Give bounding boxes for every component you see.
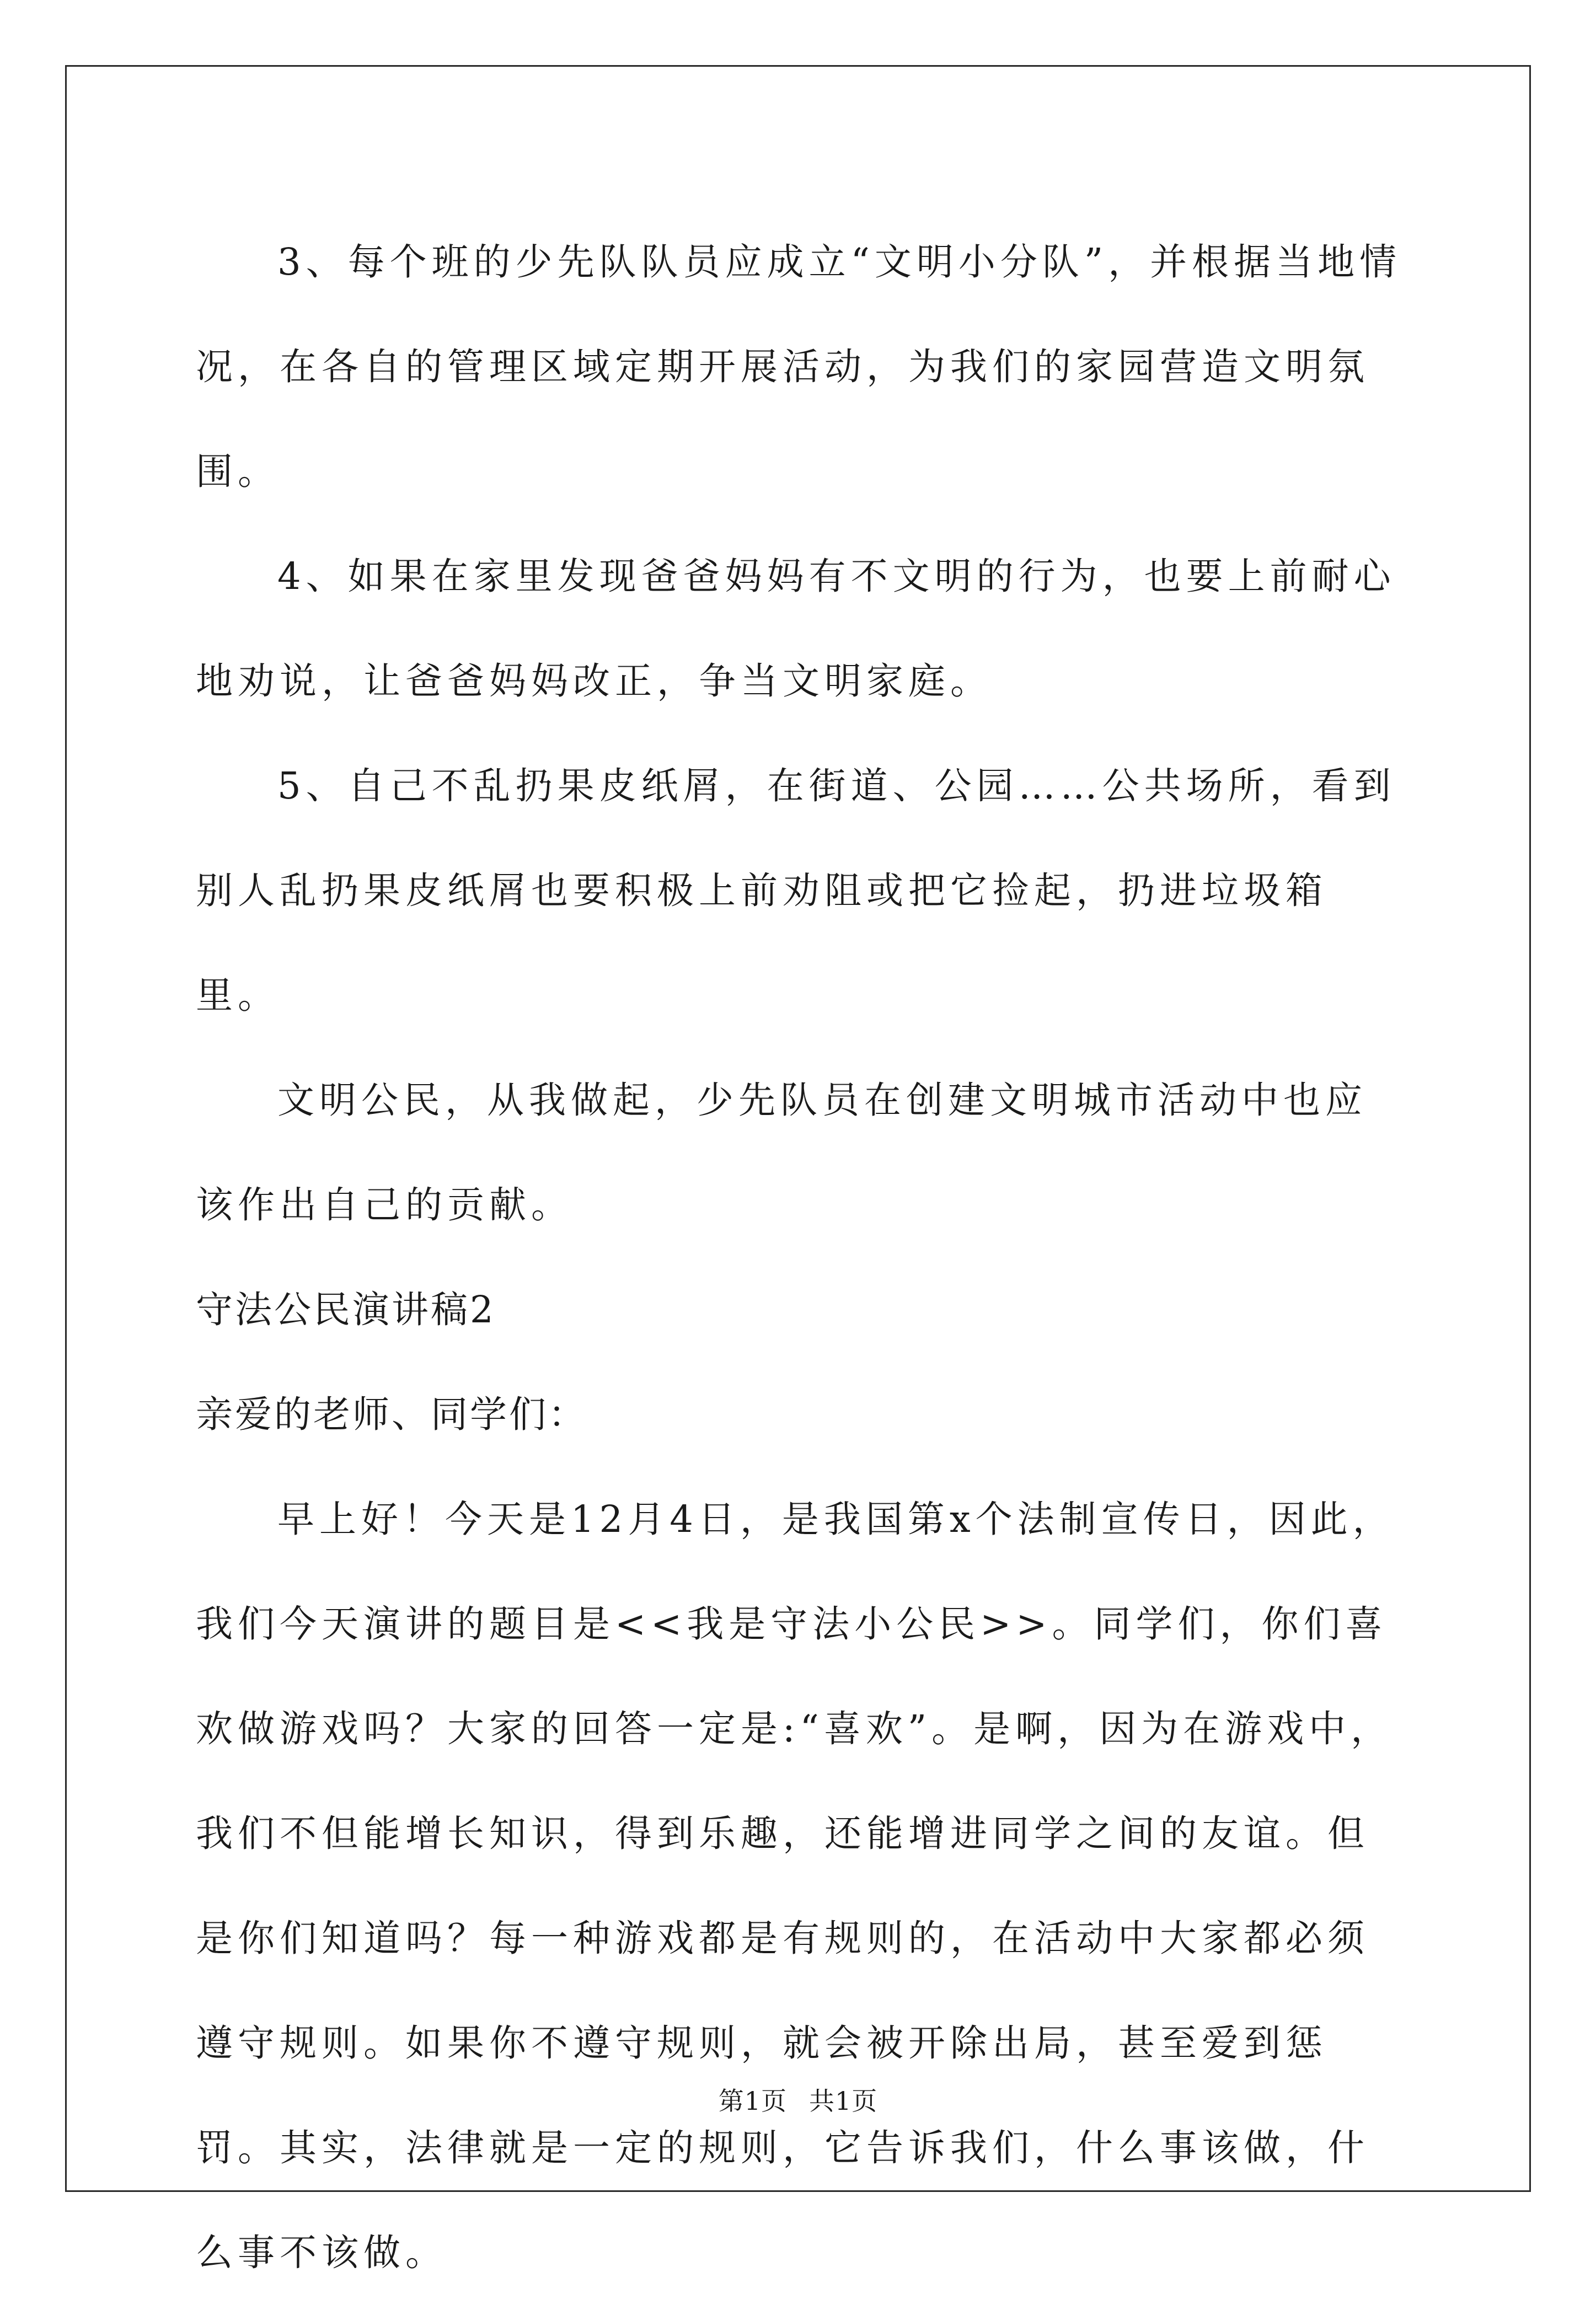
page-total: 共1页 (809, 2086, 878, 2116)
paragraph-item-3: 3、每个班的少先队队员应成立“文明小分队”，并根据当地情况，在各自的管理区域定期开展活动，为我们的家园营造文明氛围。 (196, 240, 1402, 493)
paragraph-item-5: 5、自己不乱扔果皮纸屑，在街道、公园……公共场所，看到别人乱扔果皮纸屑也要积极上前劝阻或把它捡起，扔进垃圾箱里。 (196, 764, 1396, 1017)
salutation: 亲爱的老师、同学们： (196, 1393, 587, 1436)
page-number: 第1页 (718, 2086, 787, 2116)
paragraph-speech-body: 早上好！今天是12月4日，是我国第x个法制宣传日，因此，我们今天演讲的题目是<<我是守法小公民>>。同学们，你们喜欢做游戏吗？大家的回答一定是:“喜欢”。是啊，因为在游戏中，我们不但能增长知识，得到乐趣，还能增进同学之间的友谊。但是你们知道吗？每一种游戏都是有规则的，在活动中大家都必须遵守规则。如果你不遵守规则，就会被开除出局，甚至爱到惩罚。其实，法律就是一定的规则，它告诉我们，什么事该做，什么事不该做。 (196, 1498, 1395, 2274)
section-title: 守法公民演讲稿2 (196, 1288, 496, 1331)
paragraph-conclusion: 文明公民，从我做起，少先队员在创建文明城市活动中也应该作出自己的贡献。 (196, 1079, 1367, 1226)
paragraph-item-4: 4、如果在家里发现爸爸妈妈有不文明的行为，也要上前耐心地劝说，让爸爸妈妈改正，争当文明家庭。 (196, 555, 1396, 703)
page-footer (0, 2084, 1596, 2118)
document-body (196, 210, 1404, 2305)
